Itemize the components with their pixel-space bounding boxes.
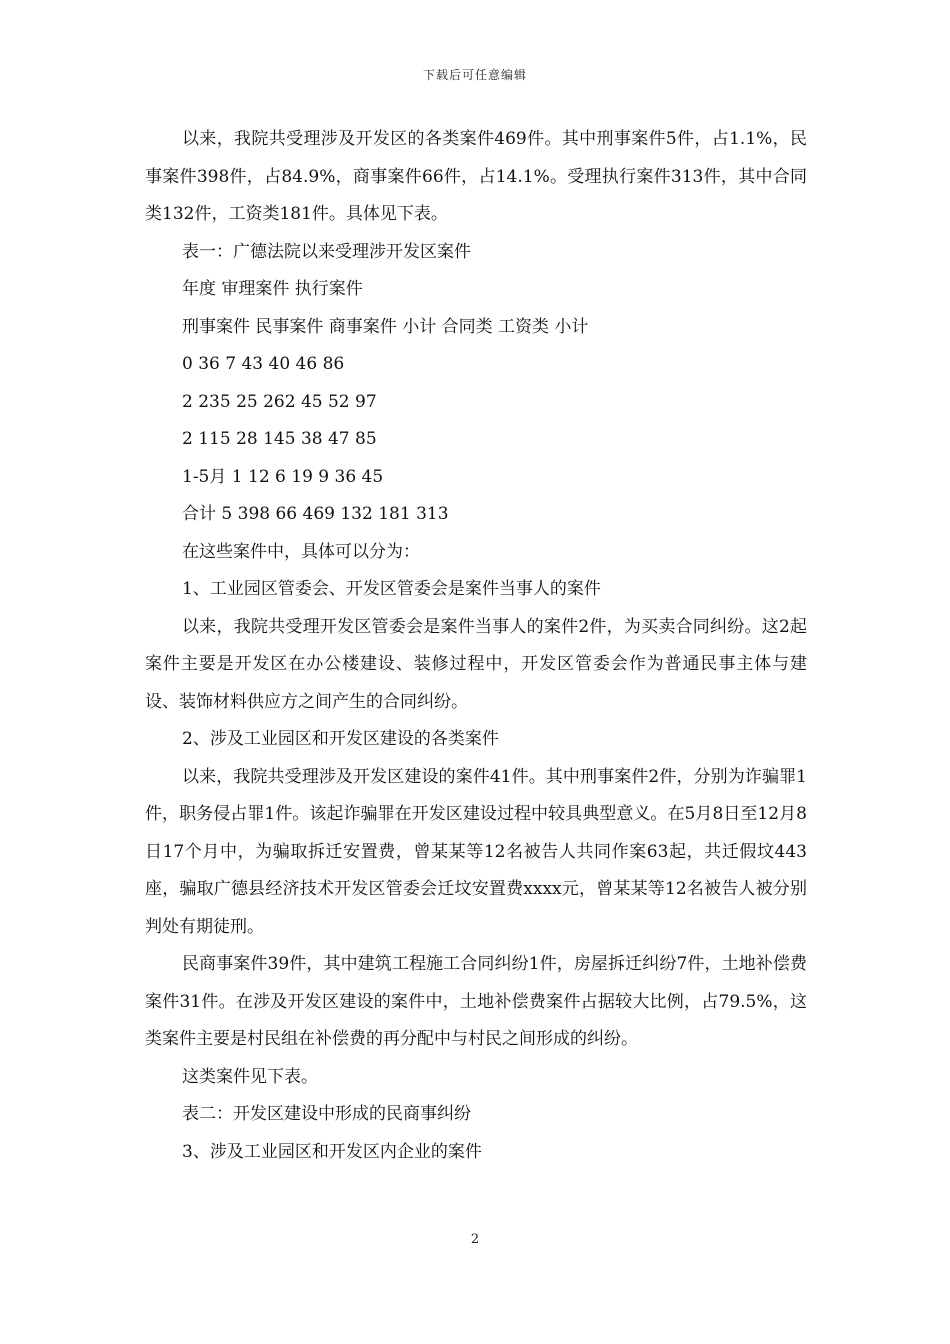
- table1-total-row: 合计 5 398 66 469 132 181 313: [182, 504, 449, 524]
- table1-header-row1: 年度 审理案件 执行案件: [182, 279, 363, 299]
- paragraph-section-2-civil: 民商事案件39件，其中建筑工程施工合同纠纷1件，房屋拆迁纠纷7件，土地补偿费案件31件。在涉及开发区建设的案件中，土地补偿费案件占据较大比例，占79.5%，这类案件主要是村民组在补偿费的再分配中与村民之间形成的纠纷。: [145, 954, 807, 1049]
- classification-intro: 在这些案件中，具体可以分为：: [182, 541, 420, 562]
- section-heading-2: 2、涉及工业园区和开发区建设的各类案件: [182, 729, 499, 749]
- paragraph-intro: 以来，我院共受理涉及开发区的各类案件469件。其中刑事案件5件，占1.1%，民事案件398件，占84.9%，商事案件66件，占14.1%。受理执行案件313件，其中合同类132件，工资类181件。具体见下表。: [145, 129, 807, 224]
- document-body: [145, 121, 807, 1171]
- paragraph-section-1: 以来，我院共受理开发区管委会是案件当事人的案件2件，为买卖合同纠纷。这2起案件主要是开发区在办公楼建设、装修过程中，开发区管委会作为普通民事主体与建设、装饰材料供应方之间产生的合同纠纷。: [145, 616, 807, 712]
- table1-row: 2 115 28 145 38 47 85: [182, 429, 377, 449]
- table1-title: 表一：广德法院以来受理涉开发区案件: [182, 241, 471, 262]
- table1-row: 2 235 25 262 45 52 97: [182, 391, 377, 412]
- table2-reference: 这类案件见下表。: [182, 1066, 318, 1087]
- table1-row: 0 36 7 43 40 46 86: [182, 354, 345, 374]
- table2-title: 表二：开发区建设中形成的民商事纠纷: [182, 1104, 471, 1124]
- table1-row: 1-5月 1 12 6 19 9 36 45: [182, 466, 384, 487]
- table1-header-row2: 刑事案件 民事案件 商事案件 小计 合同类 工资类 小计: [182, 316, 589, 337]
- section-heading-3: 3、涉及工业园区和开发区内企业的案件: [182, 1141, 482, 1162]
- section-heading-1: 1、工业园区管委会、开发区管委会是案件当事人的案件: [182, 579, 601, 599]
- paragraph-section-2-criminal: 以来，我院共受理涉及开发区建设的案件41件。其中刑事案件2件，分别为诈骗罪1件，职务侵占罪1件。该起诈骗罪在开发区建设过程中较具典型意义。在5月8日至12月8日17个月中，为骗取拆迁安置费，曾某某等12名被告人共同作案63起，共迁假坟443座，骗取广德县经济技术开发区管委会迁坟安置费xxxx元，曾某某等12名被告人被分别判处有期徒刑。: [145, 766, 807, 937]
- page-header: 下载后可任意编辑: [422, 68, 527, 82]
- page-number: 2: [470, 1232, 480, 1247]
